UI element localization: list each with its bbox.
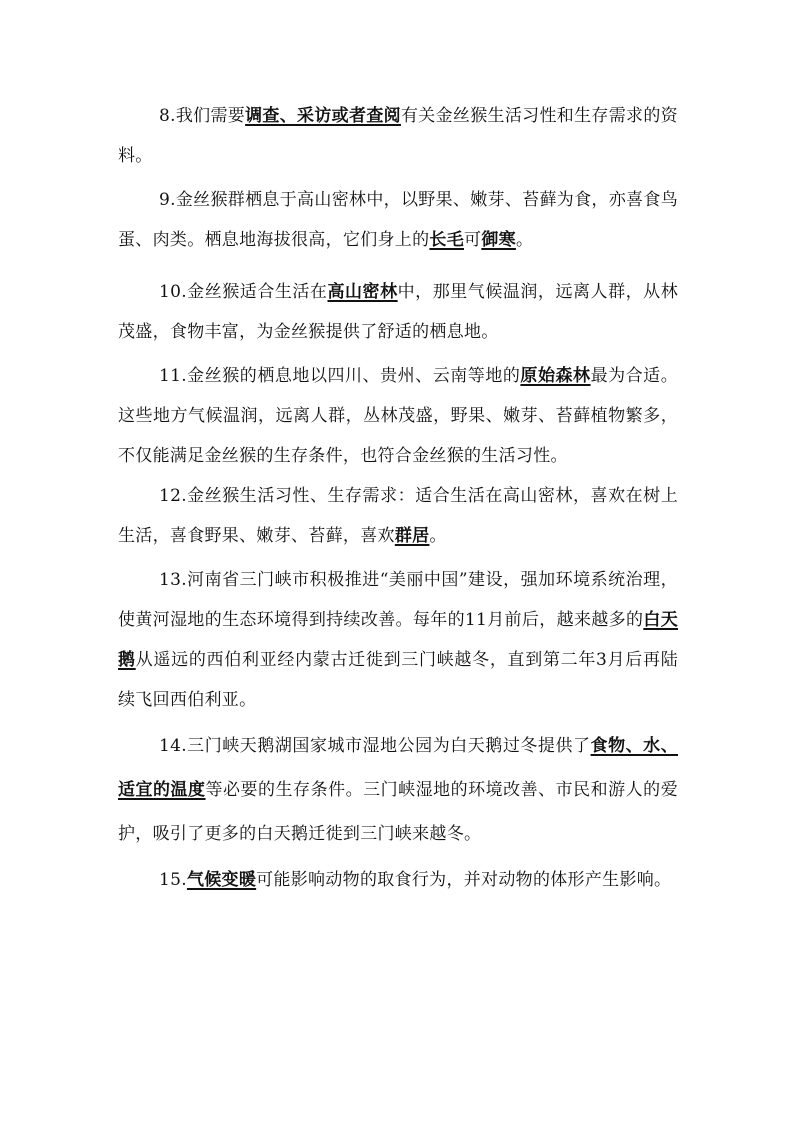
item-text: 等必要的生存条件。三门峡湿地的环境改善、市民和游人的爱护，吸引了更多的白天鹅迁徙到三门峡来越冬。	[118, 780, 678, 844]
item-text: 金丝猴生活习性、生存需求：适合生活在高山密林，喜欢在树上生活，喜食野果、嫩芽、苔藓，喜欢	[118, 486, 678, 546]
answer-list	[118, 96, 678, 900]
item-text: 三门峡天鹅湖国家城市湿地公园为白天鹅过冬提供了	[186, 736, 591, 756]
item-number: 11.	[159, 366, 187, 386]
item-10	[118, 272, 678, 352]
item-11	[118, 356, 678, 476]
answer-blank: 调查、采访或者查阅	[245, 106, 401, 126]
answer-blank: 食物、水、适宜的温度	[118, 736, 678, 800]
answer-blank: 气候变暖	[186, 870, 257, 890]
item-number: 12.	[159, 486, 187, 506]
item-14	[118, 724, 678, 856]
item-number: 14.	[159, 736, 187, 756]
item-number: 15.	[159, 870, 187, 890]
item-8	[118, 96, 678, 176]
item-text: 我们需要	[175, 106, 246, 126]
item-text: 最为合适。这些地方气候温润，远离人群，丛林茂盛，野果、嫩芽、苔藓植物繁多，不仅能满足金丝猴的生存条件，也符合金丝猴的生活习性。	[118, 366, 679, 466]
item-text: 中，那里气候温润，远离人群，从林茂盛，食物丰富，为金丝猴提供了舒适的栖息地。	[118, 282, 678, 342]
item-text: 从遥远的西伯利亚经内蒙古迁徙到三门峡越冬，直到第二年3月后再陆续飞回西伯利亚。	[118, 650, 678, 710]
item-text: 。	[515, 230, 534, 250]
item-number: 13.	[159, 570, 187, 590]
item-text: 金丝猴群栖息于高山密林中，以野果、嫩芽、苔藓为食，亦喜食鸟蛋、肉类。栖息地海拔很高，它们身上的	[118, 190, 678, 250]
item-13	[118, 560, 678, 720]
item-12	[118, 476, 678, 556]
item-15	[118, 860, 678, 900]
item-9	[118, 180, 678, 260]
item-text: 金丝猴适合生活在	[186, 282, 328, 302]
item-text: 河南省三门峡市积极推进“美丽中国”建设，强加环境系统治理，使黄河湿地的生态环境得到持续改善。每年的11月前后，越来越多的	[118, 570, 678, 630]
item-text: 金丝猴的栖息地以四川、贵州、云南等地的	[186, 366, 521, 386]
item-text: 。	[429, 526, 447, 546]
answer-blank: 群居	[394, 526, 430, 546]
item-text: 可	[464, 230, 482, 250]
answer-blank: 长毛	[429, 230, 465, 250]
answer-blank: 高山密林	[327, 282, 398, 302]
answer-blank: 白天鹅	[118, 610, 678, 670]
item-text: 有关金丝猴生活习性和生存需求的资料。	[118, 106, 678, 166]
item-number: 9.	[159, 190, 176, 210]
item-text: 可能影响动物的取食行为，并对动物的体形产生影响。	[256, 870, 672, 890]
answer-blank: 御寒	[481, 230, 516, 250]
answer-blank: 原始森林	[520, 366, 591, 386]
item-number: 10.	[159, 282, 187, 302]
item-number: 8.	[159, 106, 176, 126]
